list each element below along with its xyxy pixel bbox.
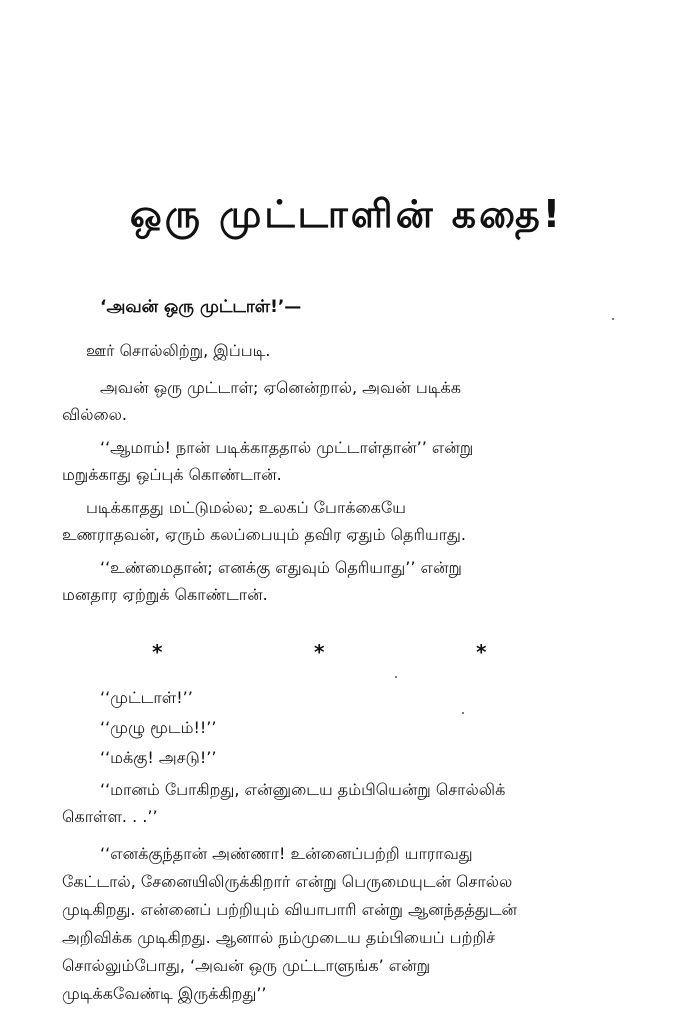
dialogue-line: முடிகிறது. என்னைப் பற்றியும் வியாபாரி என்று ஆனந்தத்துடன் bbox=[62, 900, 518, 919]
paragraph-line: படிக்காதது மட்டுமல்ல; உலகப் போக்கையே bbox=[86, 498, 406, 517]
paragraph-line: வில்லை. bbox=[62, 405, 127, 424]
dialogue-line: ‘‘எனக்குந்தான் அண்ணா! உன்னைப்பற்றி யாராவது bbox=[100, 844, 473, 863]
dialogue-line: ‘‘மானம் போகிறது, என்னுடைய தம்பியென்று சொல்லிக் bbox=[100, 780, 506, 799]
separator-star: * bbox=[152, 640, 163, 664]
scan-speck bbox=[395, 676, 397, 678]
dialogue-line: ‘‘முழு மூடம்!!’’ bbox=[100, 718, 217, 737]
scan-speck bbox=[462, 712, 464, 714]
dialogue-line: கேட்டால், சேனையிலிருக்கிறார் என்று பெருமையுடன் சொல்ல bbox=[62, 872, 513, 891]
separator-star: * bbox=[314, 640, 325, 664]
dialogue-line: ‘‘முட்டாள்!’’ bbox=[100, 688, 193, 707]
chapter-title: ஒரு முட்டாளின் கதை! bbox=[129, 192, 564, 236]
opening-line: ‘அவன் ஒரு முட்டாள்!’— bbox=[100, 297, 302, 317]
paragraph-line: மனதார ஏற்றுக் கொண்டான். bbox=[62, 585, 268, 604]
dialogue-line: கொள்ள. . .’’ bbox=[62, 807, 158, 826]
dialogue-line: முடிக்கவேண்டி இருக்கிறது’’ bbox=[62, 984, 267, 1003]
scan-speck bbox=[612, 318, 614, 320]
paragraph-line: உணராதவன், ஏரும் கலப்பையும் தவிர ஏதும் தெரியாது. bbox=[62, 525, 467, 544]
dialogue-line: ‘‘மக்கு! அசடு!’’ bbox=[100, 748, 217, 767]
dialogue-line: அறிவிக்க முடிகிறது. ஆனால் நம்முடைய தம்பியைப் பற்றிச் bbox=[62, 928, 496, 947]
paragraph-line: ‘‘ஆமாம்! நான் படிக்காததால் முட்டாள்தான்’’ என்று bbox=[100, 438, 474, 457]
paragraph-line: ‘‘உண்மைதான்; எனக்கு எதுவும் தெரியாது’’ என்று bbox=[100, 558, 462, 577]
paragraph-line: ஊர் சொல்லிற்று, இப்படி. bbox=[86, 341, 271, 360]
section-separator bbox=[0, 640, 693, 664]
paragraph-line: மறுக்காது ஒப்புக் கொண்டான். bbox=[62, 465, 282, 484]
dialogue-line: சொல்லும்போது, ‘அவன் ஒரு முட்டாளுங்க’ என்று bbox=[62, 956, 431, 975]
paragraph-line: அவன் ஒரு முட்டாள்; ஏனென்றால், அவன் படிக்க bbox=[100, 378, 461, 397]
separator-star: * bbox=[476, 640, 487, 664]
